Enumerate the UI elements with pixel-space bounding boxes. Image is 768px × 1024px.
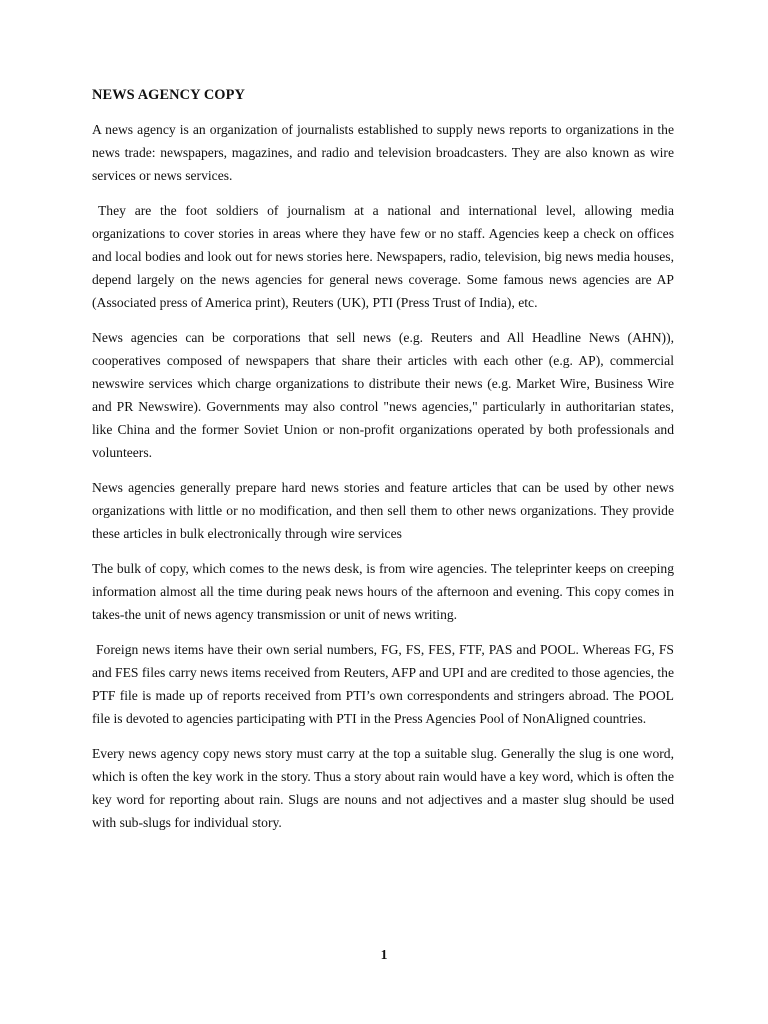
paragraph-hard-news: News agencies generally prepare hard news stories and feature articles that can be used by other news organizations with little or no modification, and then sell them to other news organizations. They provide these articles in bulk electronically through wire services bbox=[92, 480, 674, 541]
page-number: 1 bbox=[380, 947, 388, 962]
paragraph-agency-types: News agencies can be corporations that sell news (e.g. Reuters and All Headline News (AHN)), cooperatives composed of newspapers that share their articles with each other (e.g. AP), commercial newswire services which charge organizations to distribute their news (e.g. Market Wire, Business Wire and PR Newswire). Governments may also control "news agencies," particularly in authoritarian states, like China and the former Soviet Union or non-profit organizations operated by both professionals and volunteers. bbox=[92, 330, 674, 460]
document-page bbox=[92, 84, 674, 846]
document-title: NEWS AGENCY COPY bbox=[92, 87, 245, 103]
paragraph-bulk-copy: The bulk of copy, which comes to the news desk, is from wire agencies. The teleprinter keeps on creeping information almost all the time during peak news hours of the afternoon and evening. This copy comes in takes-the unit of news agency transmission or unit of news writing. bbox=[92, 561, 674, 622]
paragraph-foot-soldiers: They are the foot soldiers of journalism at a national and international level, allowing media organizations to cover stories in areas where they have few or no staff. Agencies keep a check on offices and local bodies and look out for news stories here. Newspapers, radio, television, big news media houses, depend largely on the news agencies for general news coverage. Some famous news agencies are AP (Associated press of America print), Reuters (UK), PTI (Press Trust of India), etc. bbox=[92, 203, 674, 310]
paragraph-foreign-news: Foreign news items have their own serial numbers, FG, FS, FES, FTF, PAS and POOL. Whereas FG, FS and FES files carry news items received from Reuters, AFP and UPI and are credited to those agencies, the PTF file is made up of reports received from PTI’s own correspondents and stringers abroad. The POOL file is devoted to agencies participating with PTI in the Press Agencies Pool of NonAligned countries. bbox=[92, 642, 674, 726]
paragraph-definition: A news agency is an organization of journalists established to supply news reports to organizations in the news trade: newspapers, magazines, and radio and television broadcasters. They are also known as wire services or news services. bbox=[92, 122, 674, 183]
paragraph-slug: Every news agency copy news story must carry at the top a suitable slug. Generally the slug is one word, which is often the key work in the story. Thus a story about rain would have a key word, which is often the key word for reporting about rain. Slugs are nouns and not adjectives and a master slug should be used with sub-slugs for individual story. bbox=[92, 746, 674, 830]
